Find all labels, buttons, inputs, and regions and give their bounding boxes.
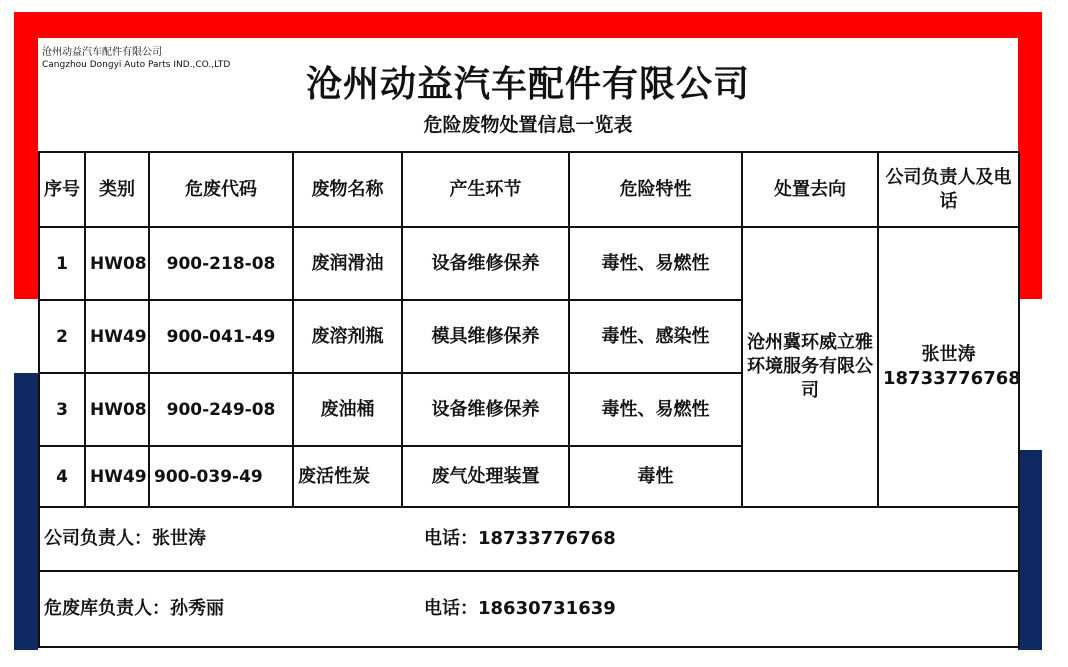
company-phone-label: 电话： — [424, 528, 478, 549]
cell-stage: 模具维修保养 — [402, 300, 569, 373]
cell-name: 废活性炭 — [293, 446, 402, 507]
hazardous-waste-table — [38, 151, 1020, 648]
company-manager: 公司负责人：张世涛 — [44, 528, 206, 549]
cell-name: 废润滑油 — [293, 227, 402, 300]
header-cell-code: 危废代码 — [149, 152, 293, 227]
company-name-en: Cangzhou Dongyi Auto Parts IND.,CO.,LTD — [42, 60, 231, 70]
cell-category: HW49 — [85, 446, 149, 507]
cell-contact — [878, 227, 1019, 507]
cell-name: 废溶剂瓶 — [293, 300, 402, 373]
cell-code: 900-041-49 — [149, 300, 293, 373]
page-subtitle: 危险废物处置信息一览表 — [423, 114, 633, 136]
cell-code: 900-249-08 — [149, 373, 293, 446]
cell-category: HW08 — [85, 373, 149, 446]
cell-category: HW08 — [85, 227, 149, 300]
cell-name: 废油桶 — [293, 373, 402, 446]
footer-row-company — [39, 507, 1019, 571]
warehouse-phone-label: 电话： — [424, 598, 478, 619]
cell-stage: 设备维修保养 — [402, 227, 569, 300]
contact-name: 张世涛 — [921, 344, 976, 365]
cell-disposal: 沧州冀环威立雅环境服务有限公司 — [742, 227, 878, 507]
frame-band-navy-left — [14, 373, 38, 650]
page-title: 沧州动益汽车配件有限公司 — [305, 63, 750, 105]
frame-band-navy-right — [1018, 450, 1042, 650]
footer-row-warehouse — [39, 571, 1019, 647]
company-phone-number: 18733776768 — [478, 528, 616, 549]
warehouse-manager: 危废库负责人：孙秀丽 — [44, 598, 224, 619]
table-row — [39, 227, 1019, 300]
cell-hazard: 毒性、感染性 — [569, 300, 742, 373]
frame-band-red-left — [14, 12, 38, 299]
notice-sheet — [38, 38, 1021, 650]
frame-band-red-right — [1018, 12, 1042, 299]
header-cell-category: 类别 — [85, 152, 149, 227]
cell-no: 3 — [39, 373, 85, 446]
header-cell-disposal: 处置去向 — [742, 152, 878, 227]
table-header-row — [39, 152, 1019, 227]
cell-hazard: 毒性 — [569, 446, 742, 507]
header-cell-contact: 公司负责人及电话 — [878, 152, 1019, 227]
cell-no: 2 — [39, 300, 85, 373]
warehouse-phone-number: 18630731639 — [478, 598, 616, 619]
cell-stage: 废气处理装置 — [402, 446, 569, 507]
header-cell-name: 废物名称 — [293, 152, 402, 227]
warehouse-phone — [424, 597, 616, 621]
cell-code: 900-218-08 — [149, 227, 293, 300]
cell-no: 1 — [39, 227, 85, 300]
header-cell-hazard: 危险特性 — [569, 152, 742, 227]
cell-category: HW49 — [85, 300, 149, 373]
frame-band-red-top — [14, 12, 1042, 38]
header-cell-stage: 产生环节 — [402, 152, 569, 227]
header-cell-no: 序号 — [39, 152, 85, 227]
cell-code: 900-039-49 — [149, 446, 293, 507]
contact-phone: 18733776768 — [883, 368, 1021, 389]
company-name-cn-small: 沧州动益汽车配件有限公司 — [42, 47, 162, 58]
cell-hazard: 毒性、易燃性 — [569, 373, 742, 446]
cell-hazard: 毒性、易燃性 — [569, 227, 742, 300]
cell-stage: 设备维修保养 — [402, 373, 569, 446]
cell-no: 4 — [39, 446, 85, 507]
company-phone — [424, 527, 616, 551]
